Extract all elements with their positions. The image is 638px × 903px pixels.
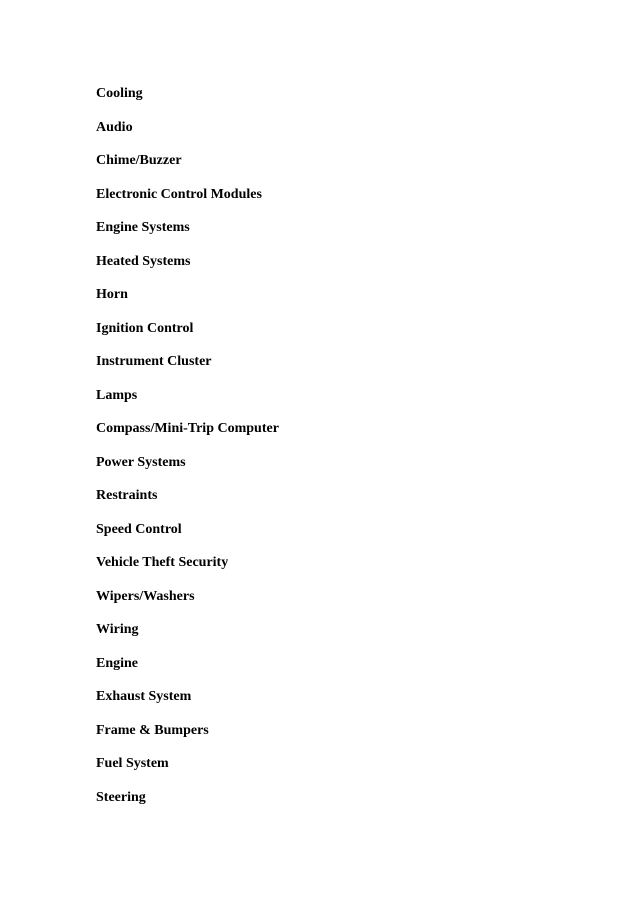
list-item: Steering bbox=[96, 789, 146, 805]
list-item: Electronic Control Modules bbox=[96, 186, 262, 202]
list-item: Fuel System bbox=[96, 756, 169, 771]
list-item: Cooling bbox=[96, 86, 143, 101]
list-item: Audio bbox=[96, 119, 133, 135]
list-item: Heated Systems bbox=[96, 253, 191, 269]
list-item: Exhaust System bbox=[96, 689, 192, 704]
list-item: Frame & Bumpers bbox=[96, 722, 209, 738]
list-item: Wipers/Washers bbox=[96, 588, 195, 604]
list-item: Engine bbox=[96, 655, 139, 671]
list-item: Speed Control bbox=[96, 521, 182, 537]
list-item: Instrument Cluster bbox=[96, 354, 212, 369]
list-item: Vehicle Theft Security bbox=[96, 555, 229, 570]
list-item: Horn bbox=[96, 287, 128, 302]
list-item: Lamps bbox=[96, 387, 138, 403]
list-item: Wiring bbox=[96, 622, 139, 637]
section-list bbox=[96, 84, 279, 821]
list-item: Power Systems bbox=[96, 454, 186, 470]
list-item: Compass/Mini-Trip Computer bbox=[96, 421, 279, 436]
list-item: Chime/Buzzer bbox=[96, 153, 182, 168]
list-item: Engine Systems bbox=[96, 220, 190, 235]
list-item: Restraints bbox=[96, 488, 158, 503]
list-item: Ignition Control bbox=[96, 320, 194, 336]
